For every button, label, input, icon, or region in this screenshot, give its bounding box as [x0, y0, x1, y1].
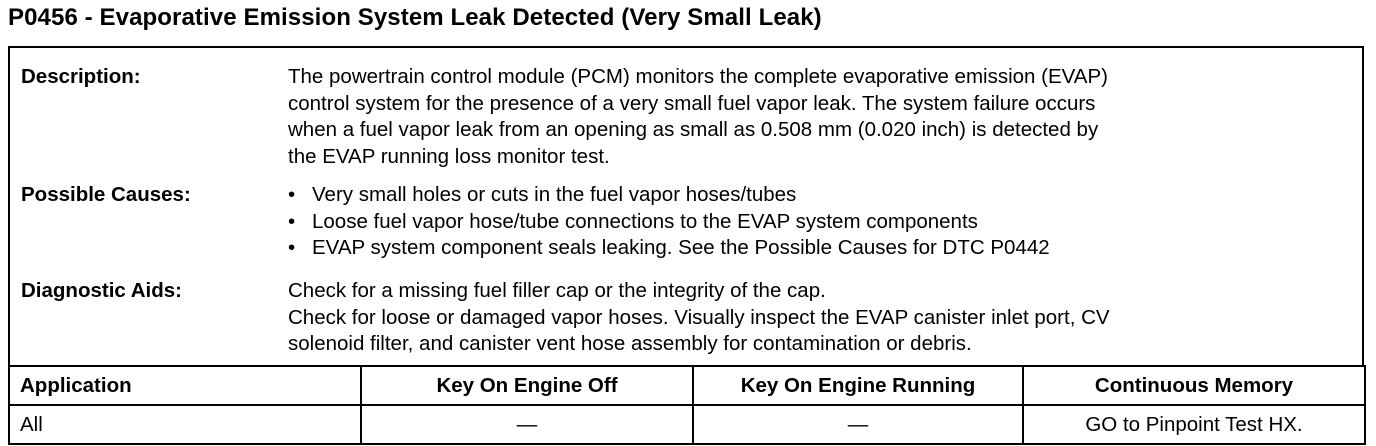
list-item-text: Very small holes or cuts in the fuel vapor hoses/tubes — [312, 183, 797, 206]
list-item — [288, 209, 1050, 236]
column-header-koeo: Key On Engine Off — [361, 366, 693, 405]
possible-causes-label: Possible Causes: — [21, 183, 191, 206]
diagnostic-aids-line: Check for loose or damaged vapor hoses. Visually inspect the EVAP canister inlet port, CV — [288, 305, 1110, 329]
table-cell-koeo: — — [361, 405, 693, 444]
list-item — [288, 235, 1050, 262]
column-header-koer: Key On Engine Running — [693, 366, 1023, 405]
bullet-icon: • — [288, 236, 296, 259]
description-text — [288, 64, 1108, 170]
list-item-text: Loose fuel vapor hose/tube connections to the EVAP system components — [312, 209, 978, 233]
diagnostic-aids-text — [288, 278, 1110, 358]
bullet-icon: • — [288, 209, 296, 233]
list-item-text: EVAP system component seals leaking. See the Possible Causes for DTC P0442 — [312, 236, 1050, 259]
list-item — [288, 182, 1050, 209]
diagnostic-aids-line: solenoid filter, and canister vent hose assembly for contamination or debris. — [288, 332, 972, 355]
column-header-application: Application — [9, 366, 361, 405]
description-label: Description: — [21, 65, 141, 88]
description-line: The powertrain control module (PCM) monitors the complete evaporative emission (EVAP) — [288, 65, 1108, 88]
description-line: when a fuel vapor leak from an opening as small as 0.508 mm (0.020 inch) is detected by — [288, 118, 1099, 141]
column-header-continuous-memory: Continuous Memory — [1023, 366, 1365, 405]
table-header-row — [9, 366, 1365, 405]
application-table — [8, 365, 1366, 445]
possible-causes-list — [288, 182, 1050, 262]
diagnostic-aids-line: Check for a missing fuel filler cap or the integrity of the cap. — [288, 279, 826, 302]
table-row — [9, 405, 1365, 444]
page-title: P0456 - Evaporative Emission System Leak Detected (Very Small Leak) — [8, 4, 822, 31]
dtc-info-box — [8, 46, 1364, 365]
table-cell-koer: — — [693, 405, 1023, 444]
description-line: the EVAP running loss monitor test. — [288, 144, 610, 168]
table-cell-application: All — [9, 405, 361, 444]
diagnostic-aids-label: Diagnostic Aids: — [21, 279, 182, 302]
bullet-icon: • — [288, 183, 296, 206]
table-cell-continuous-memory: GO to Pinpoint Test HX. — [1023, 405, 1365, 444]
description-line: control system for the presence of a very small fuel vapor leak. The system failure occurs — [288, 91, 1096, 115]
